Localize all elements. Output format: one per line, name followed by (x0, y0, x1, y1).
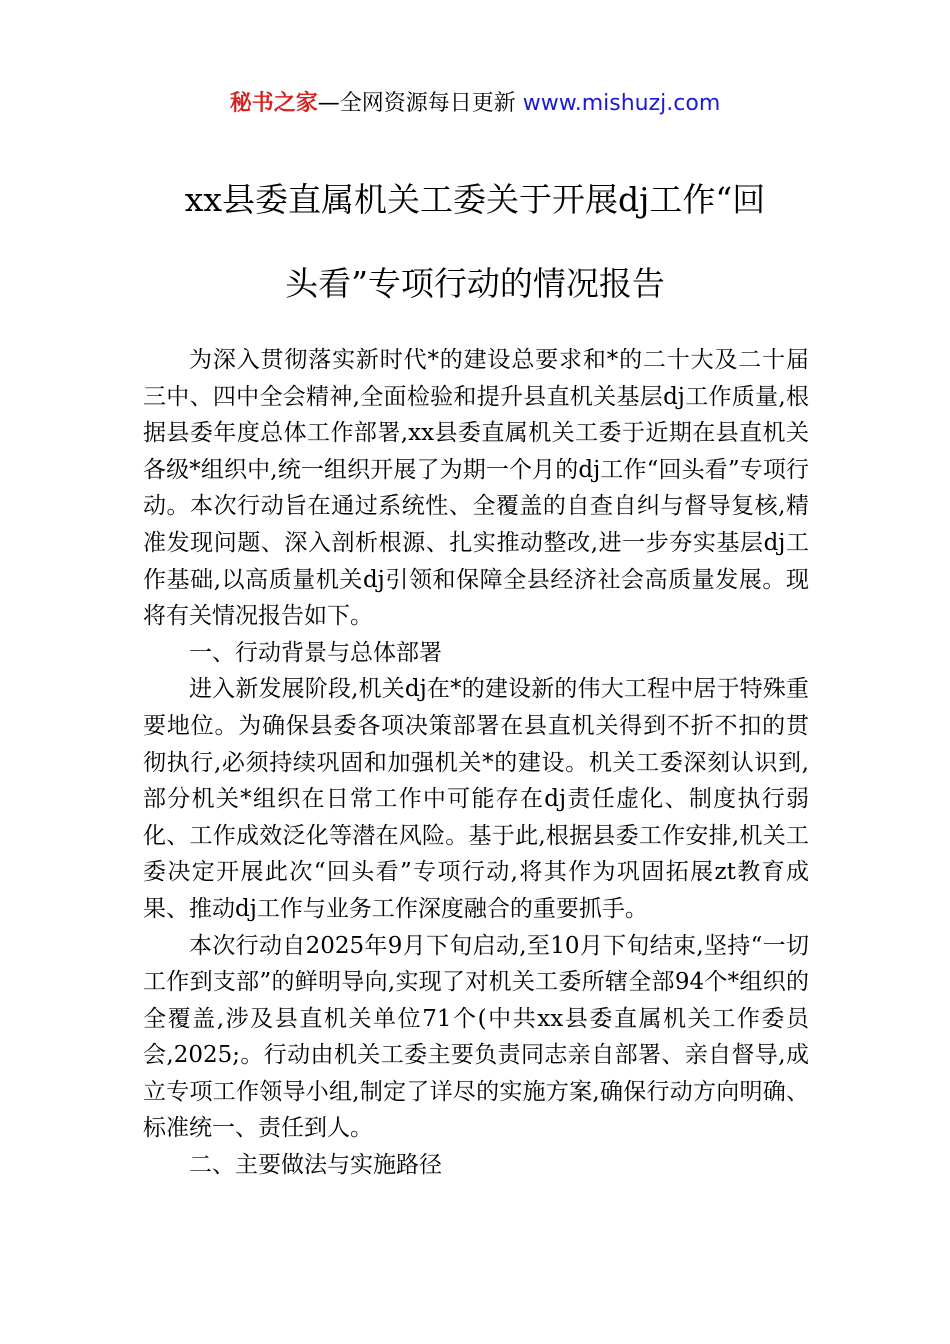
section-heading-2: 二、主要做法与实施路径 (189, 1152, 442, 1179)
intro-paragraph: 为深入贯彻落实新时代*的建设总要求和*的二十大及二十届三中、四中全会精神,全面检验和提升县直机关基层dj工作质量,根据县委年度总体工作部署,xx县委直属机关工委于近期在县直机关各级*组织中,统一组织开展了为期一个月的dj工作“回头看”专项行动。本次行动旨在通过系统性、全覆盖的自查自纠与督导复核,精准发现问题、深入剖析根源、扎实推动整改,进一步夯实基层dj工作基础,以高质量机关dj引领和保障全县经济社会高质量发展。现将有关情况报告如下。 (143, 347, 809, 630)
document-title-line-1: xx县委直属机关工委关于开展dj工作“回 (184, 180, 766, 219)
site-header (0, 88, 950, 120)
document-body (143, 342, 809, 1184)
site-brand: 秘书之家 (229, 91, 318, 116)
document-title-line-2: 头看”专项行动的情况报告 (285, 264, 665, 303)
background-paragraph: 进入新发展阶段,机关dj在*的建设新的伟大工程中居于特殊重要地位。为确保县委各项决策部署在县直机关得到不折不扣的贯彻执行,必须持续巩固和加强机关*的建设。机关工委深刻认识到,部分机关*组织在日常工作中可能存在dj责任虚化、制度执行弱化、工作成效泛化等潜在风险。基于此,根据县委工作安排,机关工委决定开展此次“回头看”专项行动,将其作为巩固拓展zt教育成果、推动dj工作与业务工作深度融合的重要抓手。 (143, 676, 809, 922)
section-heading-1: 一、行动背景与总体部署 (189, 639, 442, 666)
site-url-link[interactable]: www.mishuzj.com (522, 91, 721, 116)
schedule-paragraph: 本次行动自2025年9月下旬启动,至10月下旬结束,坚持“一切工作到支部”的鲜明导向,实现了对机关工委所辖全部94个*组织的全覆盖,涉及县直机关单位71个(中共xx县委直属机关工作委员会,2025;。行动由机关工委主要负责同志亲自部署、亲自督导,成立专项工作领导小组,制定了详尽的实施方案,确保行动方向明确、标准统一、责任到人。 (143, 932, 809, 1142)
document-title (120, 158, 830, 326)
site-tagline: —全网资源每日更新 (317, 91, 523, 116)
